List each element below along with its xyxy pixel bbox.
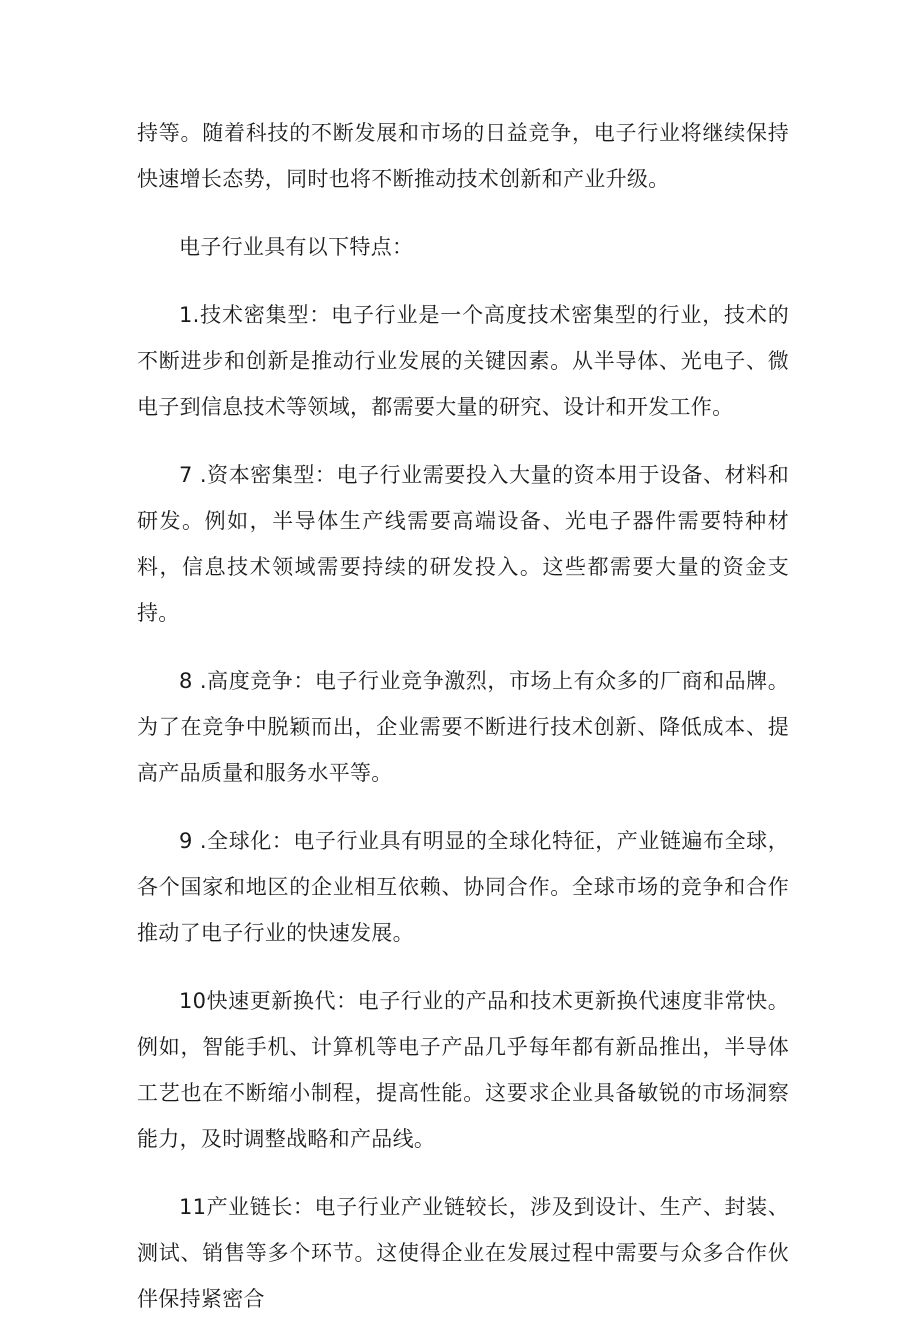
paragraph-globalization: 9 .全球化：电子行业具有明显的全球化特征，产业链遍布全球，各个国家和地区的企业相互依赖、协同合作。全球市场的竞争和合作推动了电子行业的快速发展。 xyxy=(137,829,789,945)
paragraph-capital-intensive: 7 .资本密集型：电子行业需要投入大量的资本用于设备、材料和研发。例如，半导体生产线需要高端设备、光电子器件需要特种材料，信息技术领域需要持续的研发投入。这些都需要大量的资金支持。 xyxy=(137,463,789,625)
paragraph-tech-intensive: 1.技术密集型：电子行业是一个高度技术密集型的行业，技术的不断进步和创新是推动行业发展的关键因素。从半导体、光电子、微电子到信息技术等领域，都需要大量的研究、设计和开发工作。 xyxy=(137,303,789,419)
paragraph-continuation: 持等。随着科技的不断发展和市场的日益竞争，电子行业将继续保持快速增长态势，同时也将不断推动技术创新和产业升级。 xyxy=(137,121,789,191)
paragraph-intro: 电子行业具有以下特点： xyxy=(179,235,414,259)
paragraph-rapid-update: 10快速更新换代：电子行业的产品和技术更新换代速度非常快。例如，智能手机、计算机等电子产品几乎每年都有新品推出，半导体工艺也在不断缩小制程，提高性能。这要求企业具备敏锐的市场洞察能力，及时调整战略和产品线。 xyxy=(137,989,789,1151)
paragraph-high-competition: 8 .高度竞争：电子行业竞争激烈，市场上有众多的厂商和品牌。为了在竞争中脱颖而出，企业需要不断进行技术创新、降低成本、提高产品质量和服务水平等。 xyxy=(137,669,789,785)
paragraph-long-chain: 11产业链长：电子行业产业链较长，涉及到设计、生产、封装、测试、销售等多个环节。这使得企业在发展过程中需要与众多合作伙伴保持紧密合 xyxy=(137,1195,789,1311)
document-body xyxy=(137,110,789,1344)
